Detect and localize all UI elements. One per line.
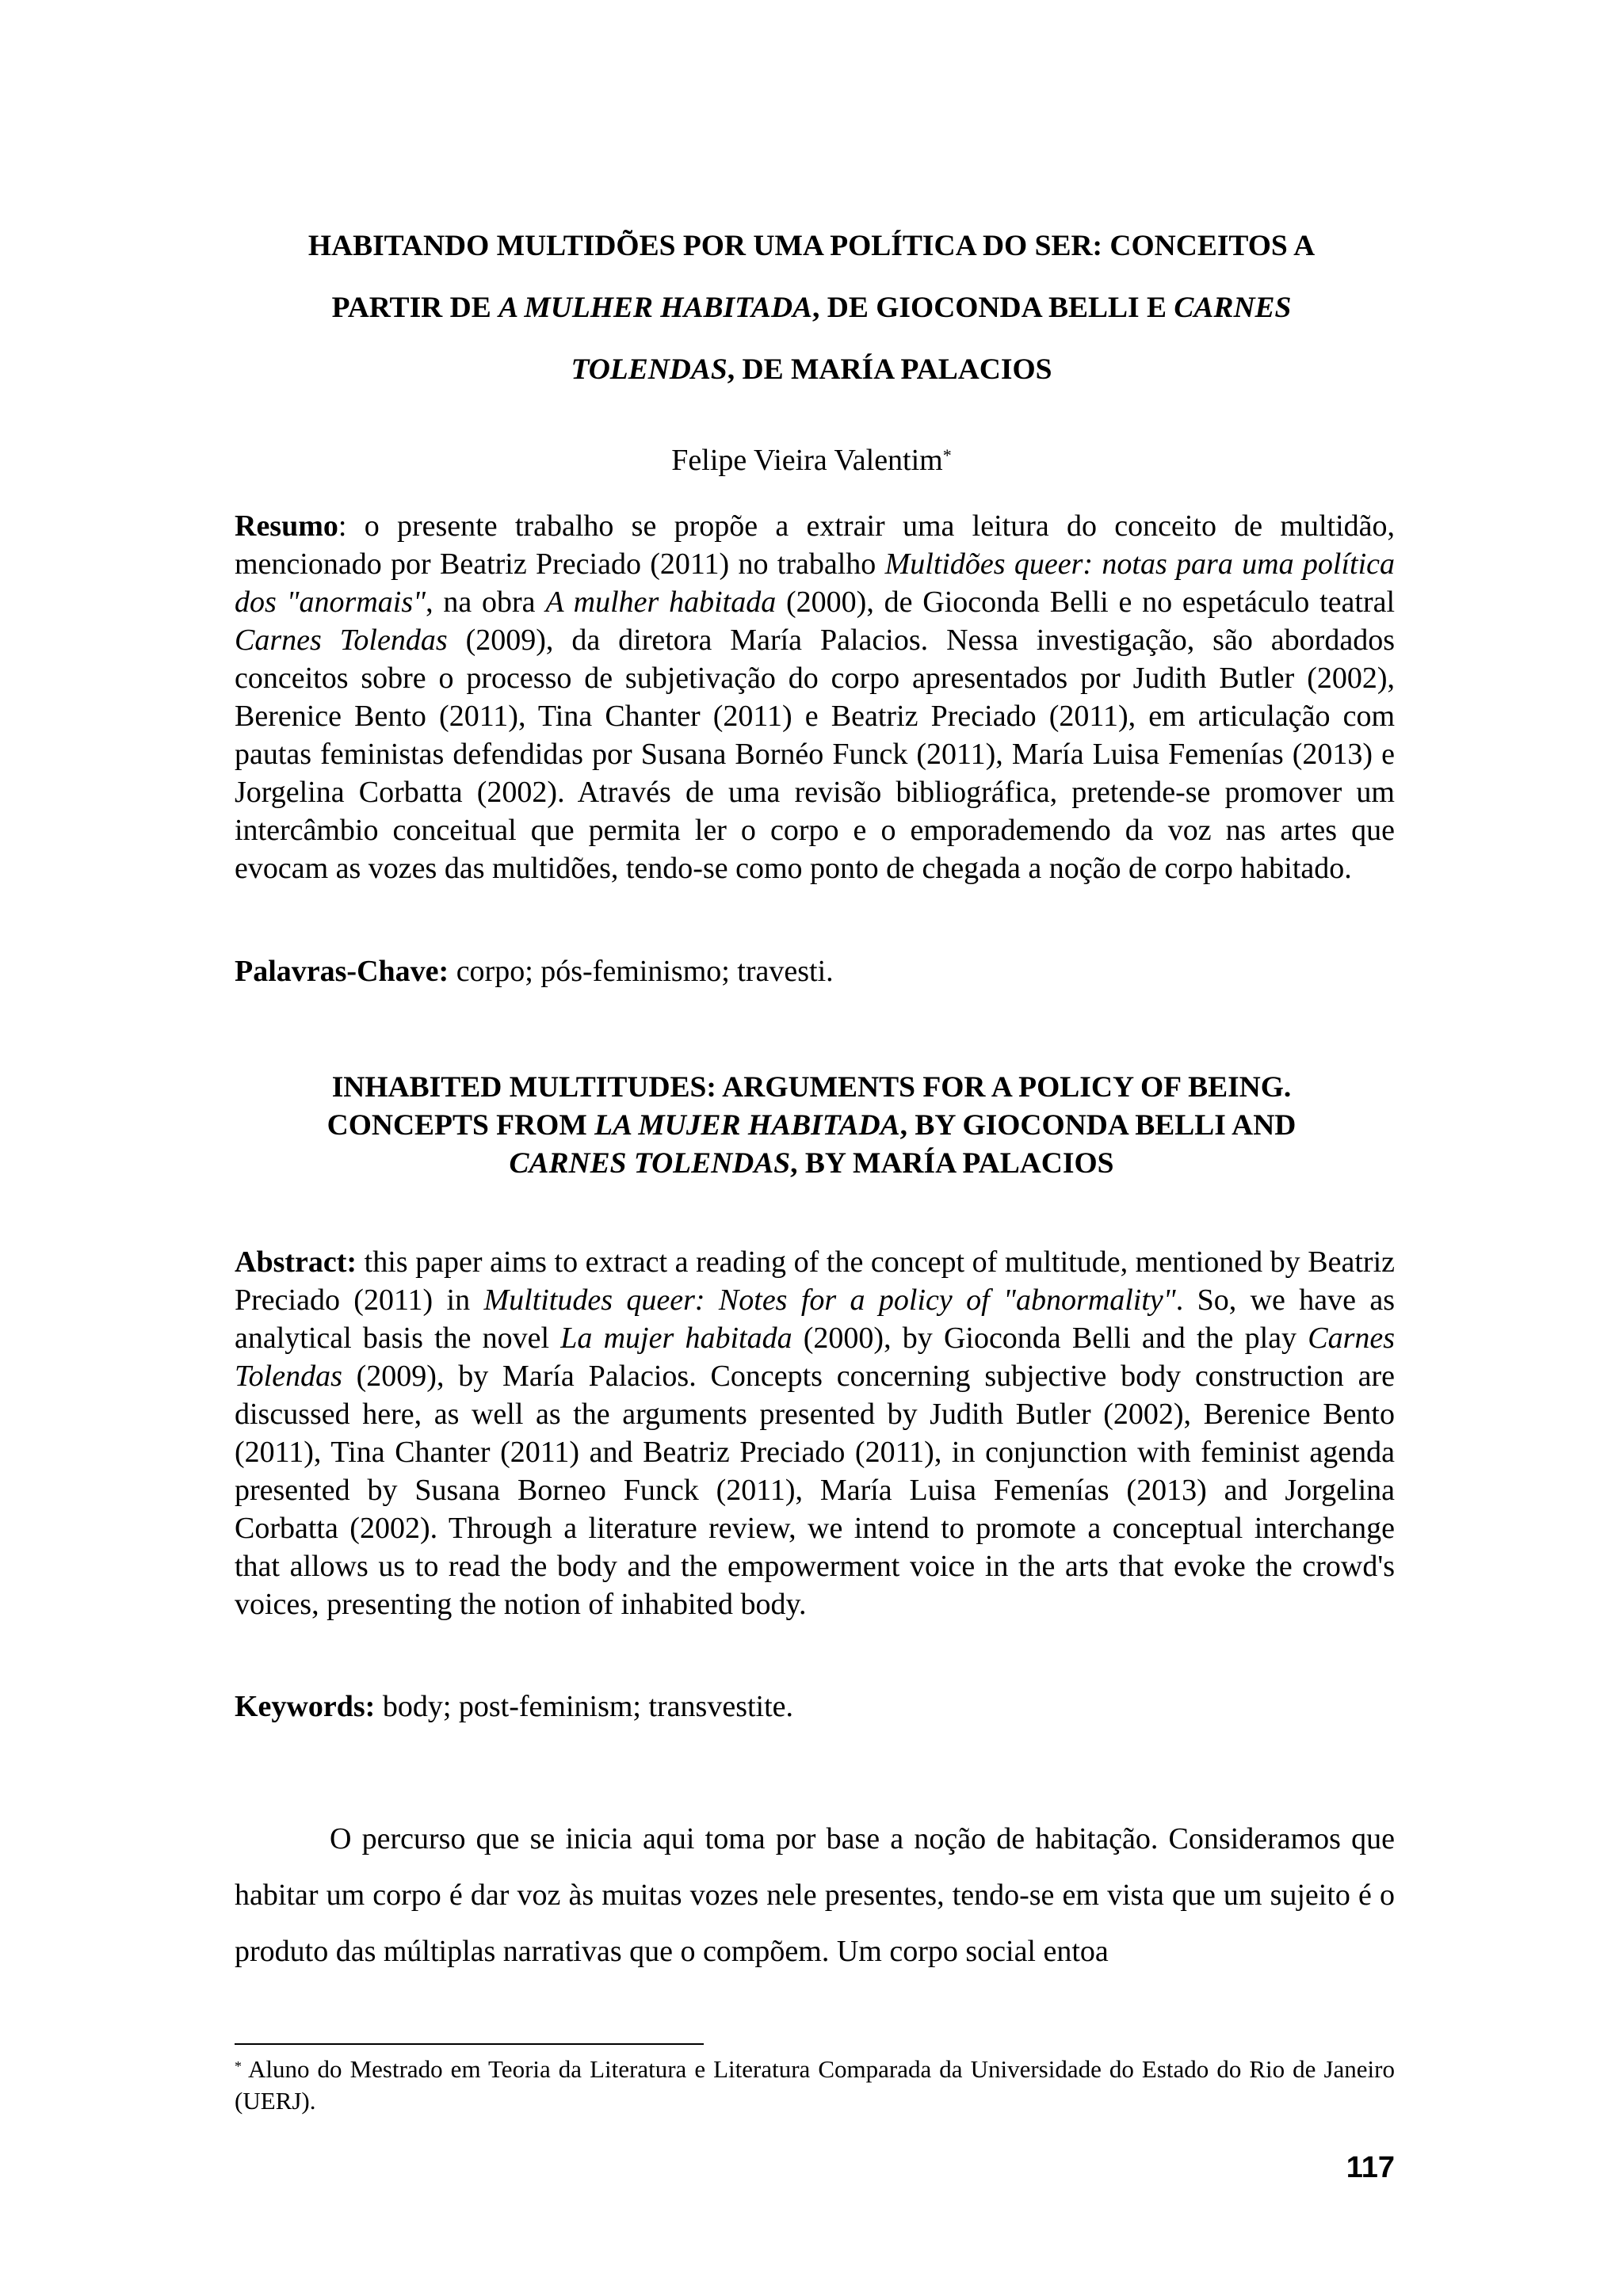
palavras-chave-text: corpo; pós-feminismo; travesti. (449, 955, 834, 988)
author-name: Felipe Vieira Valentim (671, 444, 943, 477)
resumo-label: Resumo (235, 509, 338, 543)
title-pt-line1: HABITANDO MULTIDÕES POR UMA POLÍTICA DO SER: CONCEITOS A (307, 230, 1316, 262)
abstract-paragraph: Abstract: this paper aims to extract a reading of the concept of multitude, mentioned by Beatriz Preciado (2011) in Multitudes queer: Notes for a policy of "abnormality". So, we have as analytical basis the novel La mujer habitada (2000), by Gioconda Belli and the play Carnes Tolendas (2009), by María Palacios. Concepts concerning subjective body construction are discussed here, as well as the arguments presented by Judith Butler (2002), Berenice Bento (2011), Tina Chanter (2011) and Beatriz Preciado (2011), in conjunction with feminist agenda presented by Susana Borneo Funck (2011), María Luisa Femenías (2013) and Jorgelina Corbatta (2002). Through a literature review, we intend to promote a conceptual interchange that allows us to read the body and the empowerment voice in the arts that evoke the crowd's voices, presenting the notion of inhabited body. (235, 1245, 1396, 1621)
keywords-text: body; post-feminism; transvestite. (375, 1690, 794, 1723)
keywords-label: Keywords: (235, 1690, 376, 1723)
resumo-paragraph: Resumo: o presente trabalho se propõe a extrair uma leitura do conceito de multidão, mencionado por Beatriz Preciado (2011) no trabalho Multidões queer: notas para uma política dos "anormais", na obra A mulher habitada (2000), de Gioconda Belli e no espetáculo teatral Carnes Tolendas (2009), da diretora María Palacios. Nessa investigação, são abordados conceitos sobre o processo de subjetivação do corpo apresentados por Judith Butler (2002), Berenice Bento (2011), Tina Chanter (2011) e Beatriz Preciado (2011), em articulação com pautas feministas defendidas por Susana Bornéo Funck (2011), María Luisa Femenías (2013) e Jorgelina Corbatta (2002). Através de uma revisão bibliográfica, pretende-se promover um intercâmbio conceitual que permita ler o corpo e o emporademendo da voz nas artes que evocam as vozes das multidões, tendo-se como ponto de chegada a noção de corpo habitado. (235, 509, 1396, 885)
footnote-divider (235, 2043, 704, 2045)
palavras-chave-label: Palavras-Chave: (235, 955, 449, 988)
footnote-mark: * (235, 2058, 242, 2074)
palavras-chave-line (235, 952, 1388, 990)
article-title-portuguese: HABITANDO MULTIDÕES POR UMA POLÍTICA DO SER: CONCEITOS A PARTIR DE A MULHER HABITADA, DE GIOCONDA BELLI E CARNES TOLENDAS, DE MARÍA PALACIOS (307, 230, 1316, 386)
keywords-line (235, 1688, 1388, 1726)
page-number: 117 (1346, 2151, 1395, 2184)
author-footnote-mark[interactable]: * (942, 445, 952, 465)
author-line (235, 441, 1388, 479)
article-title-english: INHABITED MULTITUDES: ARGUMENTS FOR A POLICY OF BEING. CONCEPTS FROM LA MUJER HABITADA, BY GIOCONDA BELLI AND CARNES TOLENDAS, BY MARÍA PALACIOS (327, 1071, 1296, 1180)
abstract-label: Abstract: (235, 1245, 357, 1279)
footnote (235, 2054, 1395, 2117)
body-paragraph: O percurso que se inicia aqui toma por base a noção de habitação. Consideramos que habitar um corpo é dar voz às muitas vozes nele presentes, tendo-se em vista que um sujeito é o produto das múltiplas narrativas que o compõem. Um corpo social entoa (235, 1822, 1395, 1968)
footnote-text: Aluno do Mestrado em Teoria da Literatura e Literatura Comparada da Universidade do Estado do Rio de Janeiro (UERJ). (235, 2055, 1395, 2115)
